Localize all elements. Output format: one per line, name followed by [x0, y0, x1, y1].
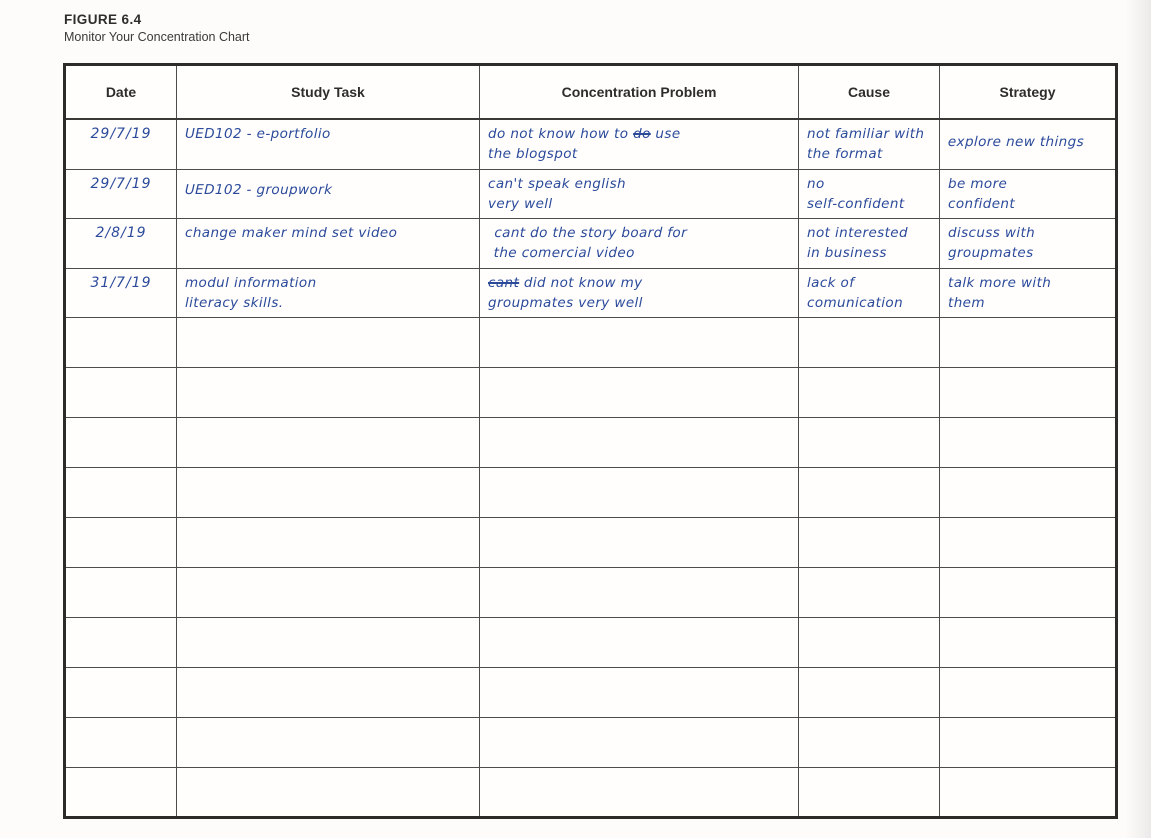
date-cell	[65, 618, 177, 668]
task-cell	[177, 568, 480, 618]
strategy-cell	[940, 768, 1117, 818]
handwritten-cause-line1: not interested	[807, 225, 908, 241]
task-cell	[177, 219, 480, 269]
problem-cell	[480, 318, 799, 368]
concentration-chart-table	[63, 63, 1118, 819]
handwritten-date: 29/7/19	[90, 126, 152, 142]
handwritten-problem-line2: the blogspot	[488, 146, 578, 163]
table-row	[65, 219, 1117, 269]
handwritten-problem-line1: do not know how to do use	[488, 126, 681, 142]
table-header-row	[65, 65, 1117, 120]
table-row	[65, 169, 1117, 219]
cause-cell	[799, 418, 940, 468]
handwritten-date: 29/7/19	[90, 175, 152, 192]
handwritten-strategy-line1: be more	[948, 175, 1008, 192]
handwritten-problem-line2: very well	[488, 195, 553, 212]
strategy-cell	[940, 468, 1117, 518]
handwritten-strategy-line1: explore new things	[947, 134, 1085, 150]
date-cell	[65, 268, 177, 318]
date-cell	[65, 518, 177, 568]
handwritten-problem-line1: cant do the story board for	[494, 225, 688, 241]
header-concentration-problem: Concentration Problem	[480, 65, 799, 120]
date-cell	[65, 169, 177, 219]
date-cell	[65, 568, 177, 618]
cause-cell	[799, 768, 940, 818]
strategy-cell	[940, 368, 1117, 418]
strategy-cell	[940, 568, 1117, 618]
struck-word: do	[633, 126, 651, 142]
table-row-empty	[65, 368, 1117, 418]
table-row-empty	[65, 618, 1117, 668]
problem-cell	[480, 668, 799, 718]
handwritten-problem-line1: cant did not know my	[488, 274, 643, 291]
handwritten-problem-line1: can't speak english	[488, 175, 626, 192]
strategy-cell	[940, 618, 1117, 668]
date-cell	[65, 318, 177, 368]
task-cell	[177, 468, 480, 518]
cause-cell	[799, 668, 940, 718]
handwritten-cause-line2: comunication	[807, 294, 904, 311]
cause-cell	[799, 618, 940, 668]
strategy-cell	[940, 169, 1117, 219]
handwritten-task: change maker mind set video	[185, 225, 398, 241]
strategy-cell	[940, 418, 1117, 468]
problem-cell	[480, 418, 799, 468]
problem-cell	[480, 518, 799, 568]
table-row-empty	[65, 568, 1117, 618]
figure-label: FIGURE 6.4	[64, 12, 142, 27]
task-cell	[177, 119, 480, 169]
problem-cell	[480, 618, 799, 668]
handwritten-task-line2: literacy skills.	[185, 294, 284, 311]
handwritten-date: 31/7/19	[90, 274, 152, 291]
problem-cell	[480, 568, 799, 618]
table-row-empty	[65, 518, 1117, 568]
problem-cell	[480, 119, 799, 169]
cause-cell	[799, 368, 940, 418]
cause-cell	[799, 468, 940, 518]
strategy-cell	[940, 718, 1117, 768]
header-strategy: Strategy	[940, 65, 1117, 120]
cause-cell	[799, 268, 940, 318]
table-row-empty	[65, 668, 1117, 718]
header-study-task: Study Task	[177, 65, 480, 120]
cause-cell	[799, 169, 940, 219]
problem-cell	[480, 268, 799, 318]
handwritten-cause-line2: self-confident	[807, 195, 905, 212]
cause-cell	[799, 568, 940, 618]
problem-cell	[480, 219, 799, 269]
date-cell	[65, 368, 177, 418]
table-row-empty	[65, 718, 1117, 768]
header-cause: Cause	[799, 65, 940, 120]
problem-cell	[480, 169, 799, 219]
table-row-empty	[65, 418, 1117, 468]
cause-cell	[799, 219, 940, 269]
cause-cell	[799, 518, 940, 568]
task-cell	[177, 618, 480, 668]
problem-cell	[480, 768, 799, 818]
strategy-cell	[940, 668, 1117, 718]
problem-cell	[480, 468, 799, 518]
task-cell	[177, 668, 480, 718]
handwritten-problem-line2: the comercial video	[493, 245, 636, 262]
handwritten-task: UED102 - e-portfolio	[185, 126, 331, 142]
handwritten-strategy-line1: discuss with	[948, 225, 1036, 241]
task-cell	[177, 368, 480, 418]
task-cell	[177, 268, 480, 318]
task-cell	[177, 169, 480, 219]
date-cell	[65, 219, 177, 269]
table-row-empty	[65, 318, 1117, 368]
struck-word: cant	[488, 274, 520, 291]
strategy-cell	[940, 119, 1117, 169]
task-cell	[177, 318, 480, 368]
handwritten-cause-line2: in business	[807, 245, 887, 262]
handwritten-strategy-line2: them	[948, 294, 985, 311]
task-cell	[177, 768, 480, 818]
scan-edge-shadow	[1125, 0, 1151, 838]
cause-cell	[799, 119, 940, 169]
task-cell	[177, 518, 480, 568]
handwritten-cause-line1: lack of	[807, 274, 855, 291]
date-cell	[65, 768, 177, 818]
strategy-cell	[940, 219, 1117, 269]
handwritten-strategy-line2: confident	[948, 195, 1016, 212]
problem-cell	[480, 368, 799, 418]
table-row	[65, 119, 1117, 169]
strategy-cell	[940, 518, 1117, 568]
handwritten-cause-line2: the format	[807, 146, 883, 163]
handwritten-task-line1: modul information	[185, 274, 317, 291]
strategy-cell	[940, 268, 1117, 318]
task-cell	[177, 418, 480, 468]
task-cell	[177, 718, 480, 768]
cause-cell	[799, 318, 940, 368]
date-cell	[65, 668, 177, 718]
handwritten-task: UED102 - groupwork	[184, 181, 333, 198]
strategy-cell	[940, 318, 1117, 368]
handwritten-strategy-line1: talk more with	[948, 274, 1052, 291]
date-cell	[65, 119, 177, 169]
handwritten-problem-line2: groupmates very well	[488, 294, 643, 311]
problem-cell	[480, 718, 799, 768]
cause-cell	[799, 718, 940, 768]
handwritten-date: 2/8/19	[95, 225, 147, 241]
handwritten-cause-line1: not familiar with	[807, 126, 925, 142]
figure-title: Monitor Your Concentration Chart	[64, 30, 250, 44]
handwritten-strategy-line2: groupmates	[948, 245, 1034, 262]
header-date: Date	[65, 65, 177, 120]
date-cell	[65, 468, 177, 518]
date-cell	[65, 718, 177, 768]
table-row-empty	[65, 768, 1117, 818]
table-row	[65, 268, 1117, 318]
date-cell	[65, 418, 177, 468]
table-row-empty	[65, 468, 1117, 518]
handwritten-cause-line1: no	[807, 175, 825, 192]
